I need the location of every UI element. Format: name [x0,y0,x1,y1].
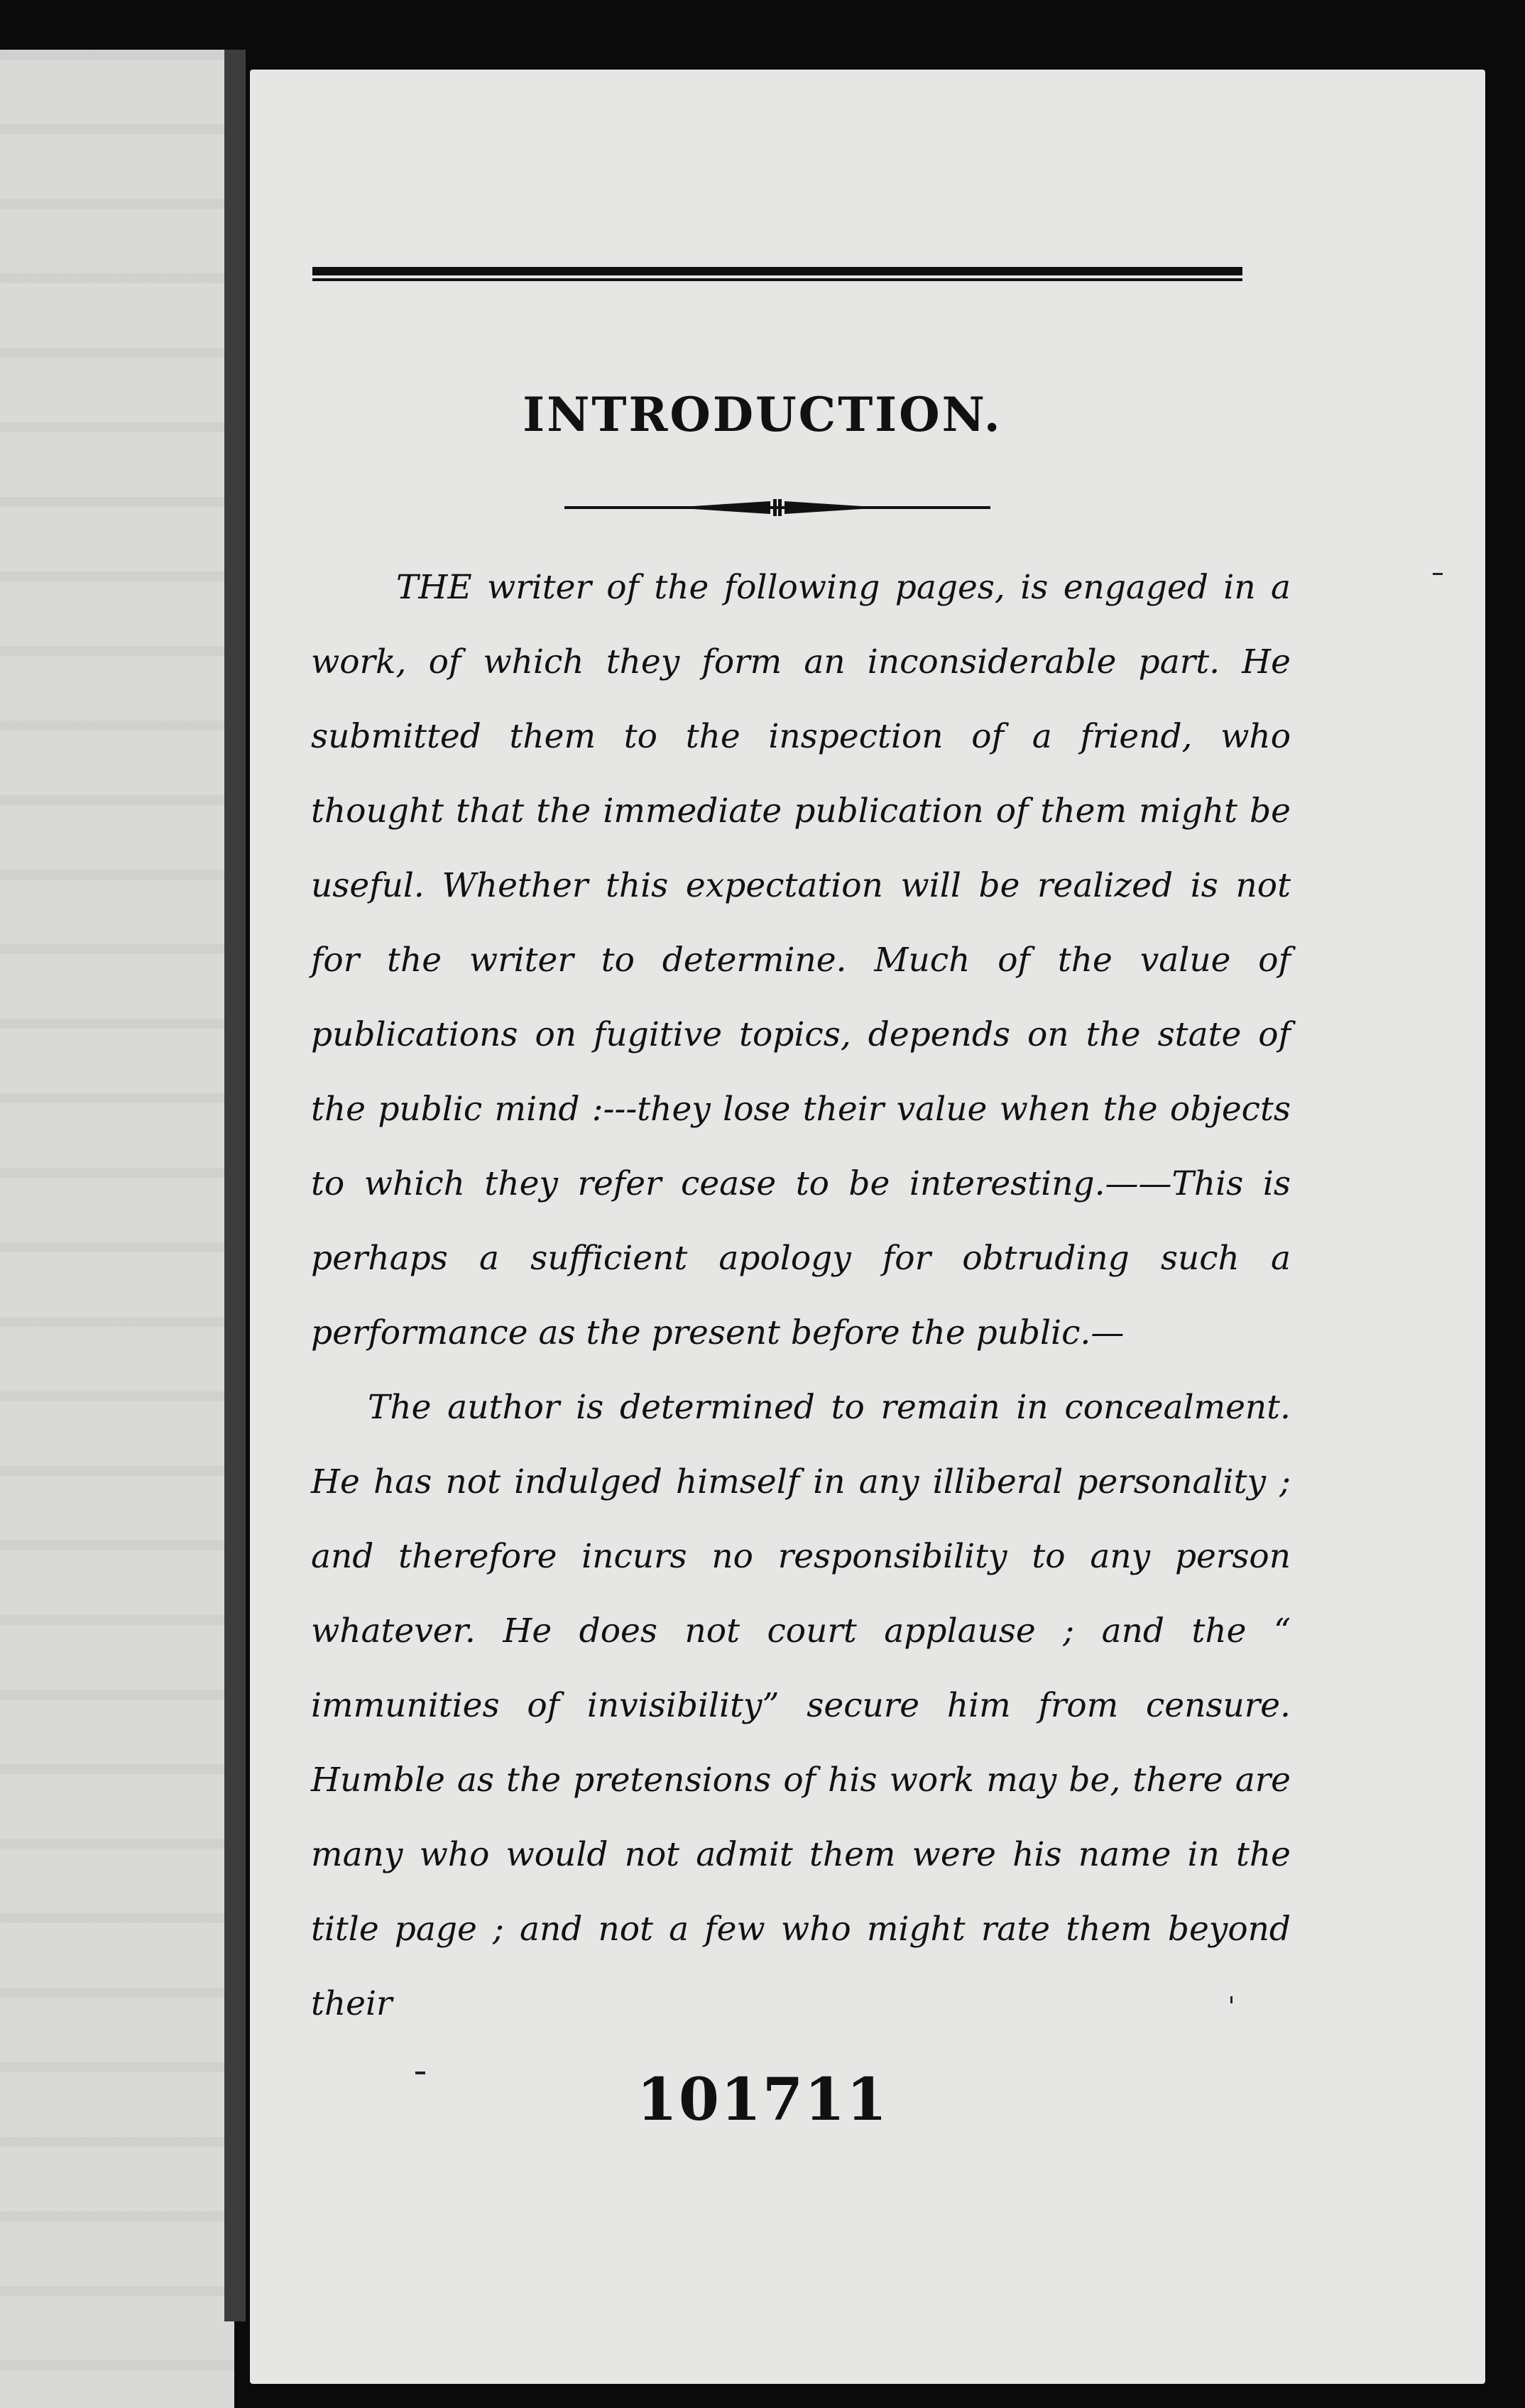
header-double-rule [312,263,1242,283]
ink-speck [415,2072,425,2074]
paragraph-2: The author is determined to remain in concealment. He has not indulged himself in any illiberal personality ; and therefore incurs no responsibility to any person whatever. He does not court applause ; and the “ immunities of invisibility” secure him from censure. Humble as the pretensions of his work may be, there are many who would not admit them were his name in the title page ; and not a few who might rate them beyond their [311,1388,1291,2023]
ink-speck [1433,573,1443,575]
ornamental-divider-icon [564,497,990,518]
introduction-text [311,550,1291,2041]
paragraph-1: THE writer of the following pages, is engaged in a work, of which they form an inconsiderable part. He submitted them to the inspection of a friend, who thought that the immediate publication of them might be useful. Whether this expectation will be realized is not for the writer to determine. Much of the value of publications on fugitive topics, depends on the state of the public mind :---they lose their value when the objects to which they refer cease to be interesting.——This is perhaps a sufficient apology for obtruding such a performance as the present before the public.— [311,568,1291,1352]
catalog-stamp-number: 101711 [636,2066,889,2134]
ink-speck [1230,1996,1232,2003]
chapter-heading: INTRODUCTION. [523,387,1002,442]
